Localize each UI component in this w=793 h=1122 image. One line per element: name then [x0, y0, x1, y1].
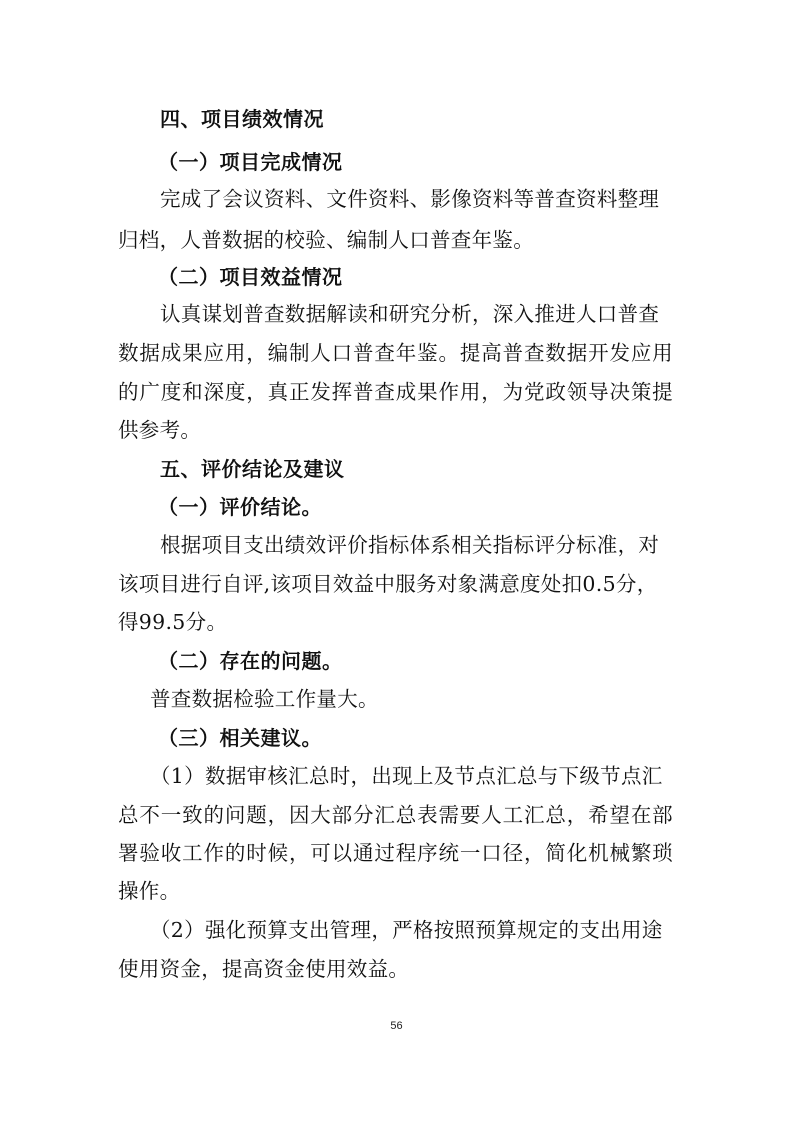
paragraph-line: 得99.5分。: [118, 610, 228, 634]
paragraph-line: 使用资金，提高资金使用效益。: [118, 957, 410, 981]
paragraph-line: 的广度和深度，真正发挥普查成果作用，为党政领导决策提: [118, 380, 673, 404]
paragraph-line: 根据项目支出绩效评价指标体系相关指标评分标准，对: [160, 533, 660, 557]
section-4-1-heading: （一）项目完成情况: [158, 150, 343, 174]
section-5-2-heading: （二）存在的问题。: [158, 649, 343, 673]
paragraph-line: 总不一致的问题，因大部分汇总表需要人工汇总，希望在部: [118, 803, 673, 827]
paragraph-line: 署验收工作的时候，可以通过程序统一口径，简化机械繁琐: [118, 841, 673, 865]
paragraph-line: （2）强化预算支出管理，严格按照预算规定的支出用途: [150, 918, 663, 942]
paragraph-line: 完成了会议资料、文件资料、影像资料等普查资料整理: [160, 187, 660, 211]
section-4-2-heading: （二）项目效益情况: [158, 265, 343, 289]
paragraph-line: （1）数据审核汇总时，出现上及节点汇总与下级节点汇: [150, 764, 663, 788]
paragraph-line: 数据成果应用，编制人口普查年鉴。提高普查数据开发应用: [118, 341, 673, 365]
paragraph-line: 认真谋划普查数据解读和研究分析，深入推进人口普查: [160, 302, 660, 326]
paragraph-line: 归档，人普数据的校验、编制人口普查年鉴。: [118, 228, 534, 252]
paragraph-line: 该项目进行自评,该项目效益中服务对象满意度处扣0.5分，: [118, 572, 658, 596]
paragraph-line: 供参考。: [118, 418, 202, 442]
paragraph-line: 普查数据检验工作量大。: [150, 687, 379, 711]
paragraph-line: 操作。: [118, 879, 181, 903]
section-5-1-heading: （一）评价结论。: [158, 495, 322, 519]
section-5-heading: 五、评价结论及建议: [160, 457, 345, 481]
section-4-heading: 四、项目绩效情况: [160, 107, 324, 131]
section-5-3-heading: （三）相关建议。: [158, 726, 322, 750]
page-number: 56: [390, 1020, 403, 1032]
